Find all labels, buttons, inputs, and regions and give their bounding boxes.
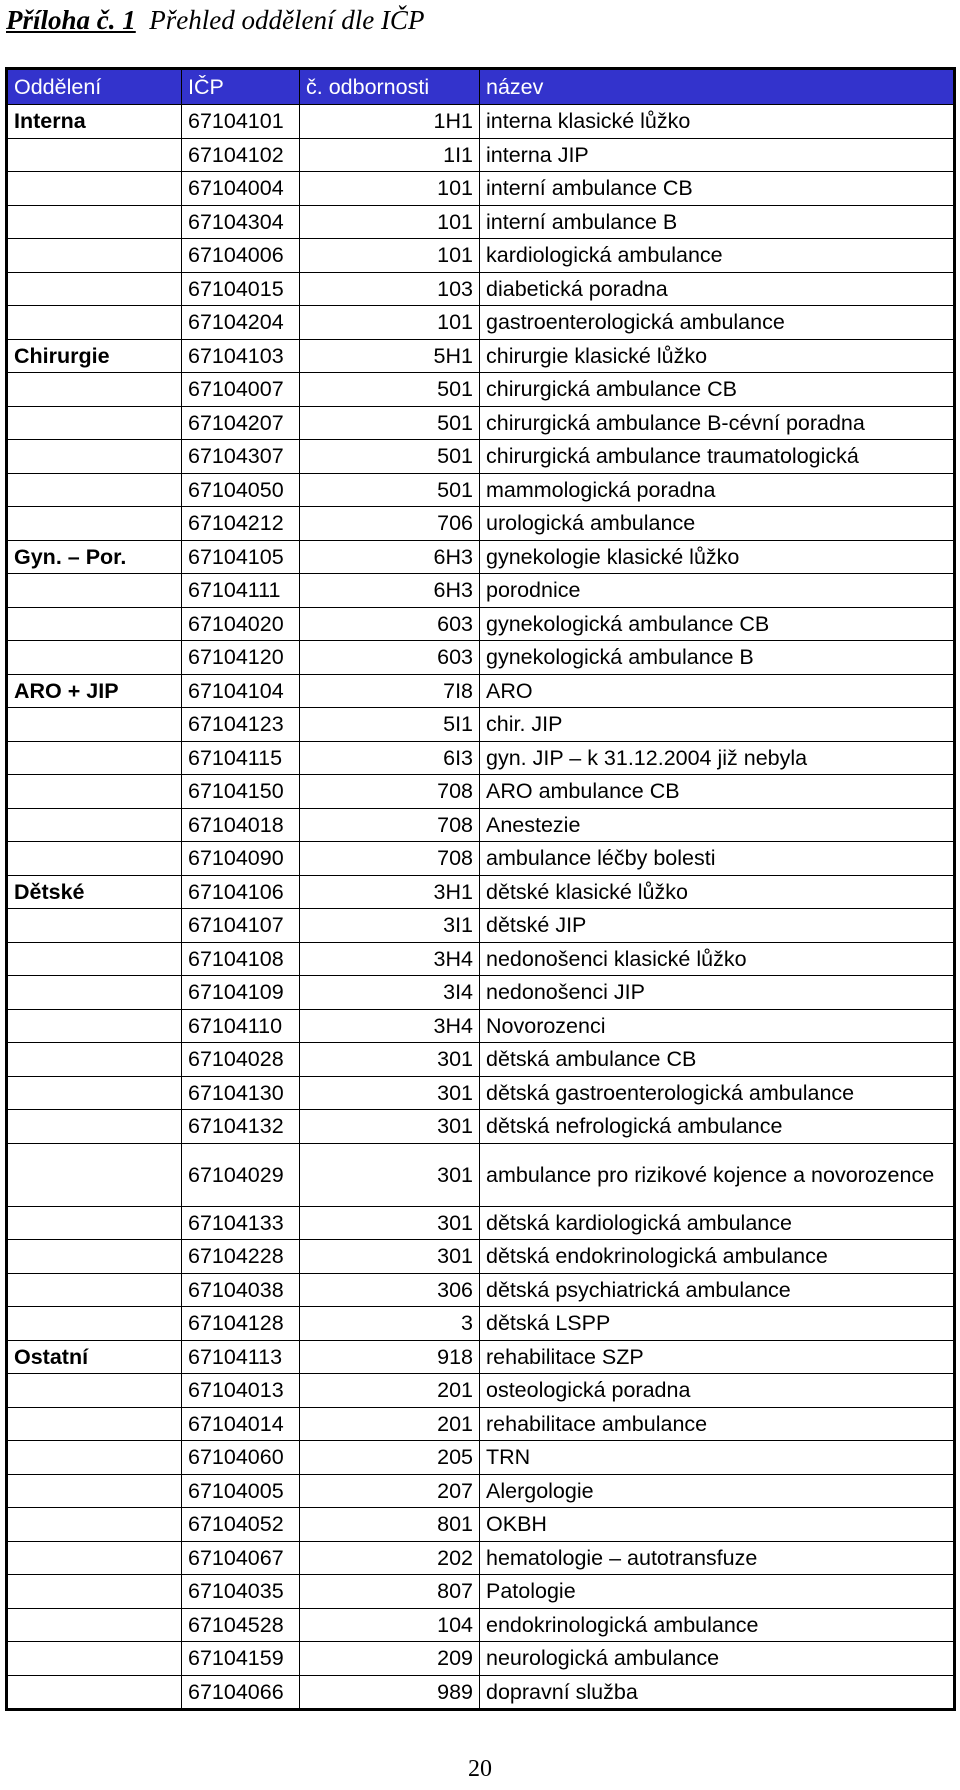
cell-department [7, 1110, 182, 1144]
cell-icp: 67104113 [182, 1340, 300, 1374]
cell-icp: 67104130 [182, 1076, 300, 1110]
cell-department [7, 1508, 182, 1542]
cell-department: ARO + JIP [7, 674, 182, 708]
cell-department [7, 1407, 182, 1441]
cell-icp: 67104108 [182, 942, 300, 976]
cell-name: chirurgická ambulance B-cévní poradna [480, 406, 955, 440]
cell-name: chirurgická ambulance traumatologická [480, 440, 955, 474]
cell-department [7, 976, 182, 1010]
cell-specialty-code: 6I3 [300, 741, 480, 775]
cell-icp: 67104123 [182, 708, 300, 742]
table-row [7, 1642, 955, 1676]
cell-icp: 67104120 [182, 641, 300, 675]
cell-department [7, 473, 182, 507]
cell-name: Novorozenci [480, 1009, 955, 1043]
cell-icp: 67104004 [182, 172, 300, 206]
cell-department [7, 808, 182, 842]
appendix-label: Příloha č. 1 [6, 5, 136, 35]
table-row [7, 440, 955, 474]
cell-name: ARO [480, 674, 955, 708]
cell-icp: 67104159 [182, 1642, 300, 1676]
table-row [7, 641, 955, 675]
cell-name: dětská psychiatrická ambulance [480, 1273, 955, 1307]
cell-department: Ostatní [7, 1340, 182, 1374]
cell-specialty-code: 207 [300, 1474, 480, 1508]
cell-specialty-code: 3I4 [300, 976, 480, 1010]
cell-name: chir. JIP [480, 708, 955, 742]
cell-specialty-code: 7I8 [300, 674, 480, 708]
table-row [7, 1043, 955, 1077]
table-row [7, 1206, 955, 1240]
cell-specialty-code: 301 [300, 1240, 480, 1274]
table-row [7, 1110, 955, 1144]
cell-department [7, 373, 182, 407]
cell-specialty-code: 708 [300, 842, 480, 876]
table-row [7, 909, 955, 943]
cell-icp: 67104102 [182, 138, 300, 172]
cell-department [7, 507, 182, 541]
table-row [7, 105, 955, 139]
cell-department [7, 1642, 182, 1676]
cell-icp: 67104109 [182, 976, 300, 1010]
cell-name: ambulance pro rizikové kojence a novorozence [480, 1143, 955, 1206]
cell-department [7, 842, 182, 876]
table-row [7, 272, 955, 306]
cell-specialty-code: 3H4 [300, 942, 480, 976]
cell-name: gynekologie klasické lůžko [480, 540, 955, 574]
cell-specialty-code: 3I1 [300, 909, 480, 943]
cell-icp: 67104212 [182, 507, 300, 541]
cell-department [7, 272, 182, 306]
cell-specialty-code: 1H1 [300, 105, 480, 139]
table-row [7, 1273, 955, 1307]
cell-name: gynekologická ambulance CB [480, 607, 955, 641]
cell-name: gastroenterologická ambulance [480, 306, 955, 340]
table-body [7, 105, 955, 1710]
cell-specialty-code: 201 [300, 1407, 480, 1441]
cell-specialty-code: 501 [300, 440, 480, 474]
cell-department [7, 1076, 182, 1110]
cell-name: interna klasické lůžko [480, 105, 955, 139]
table-row [7, 1608, 955, 1642]
cell-specialty-code: 306 [300, 1273, 480, 1307]
cell-name: gynekologická ambulance B [480, 641, 955, 675]
cell-name: neurologická ambulance [480, 1642, 955, 1676]
departments-table [5, 67, 956, 1711]
cell-icp: 67104204 [182, 306, 300, 340]
cell-department [7, 239, 182, 273]
cell-specialty-code: 807 [300, 1575, 480, 1609]
cell-name: dětská ambulance CB [480, 1043, 955, 1077]
cell-specialty-code: 201 [300, 1374, 480, 1408]
cell-name: nedonošenci klasické lůžko [480, 942, 955, 976]
cell-icp: 67104133 [182, 1206, 300, 1240]
cell-name: nedonošenci JIP [480, 976, 955, 1010]
cell-specialty-code: 205 [300, 1441, 480, 1475]
cell-specialty-code: 708 [300, 775, 480, 809]
cell-specialty-code: 3 [300, 1307, 480, 1341]
cell-icp: 67104304 [182, 205, 300, 239]
cell-icp: 67104150 [182, 775, 300, 809]
cell-icp: 67104111 [182, 574, 300, 608]
cell-specialty-code: 101 [300, 172, 480, 206]
cell-specialty-code: 1I1 [300, 138, 480, 172]
table-row [7, 172, 955, 206]
table-row [7, 1307, 955, 1341]
cell-department [7, 909, 182, 943]
cell-name: chirurgická ambulance CB [480, 373, 955, 407]
table-row [7, 1009, 955, 1043]
cell-department [7, 1143, 182, 1206]
table-row [7, 239, 955, 273]
cell-name: ARO ambulance CB [480, 775, 955, 809]
document-heading [6, 2, 424, 38]
cell-icp: 67104106 [182, 875, 300, 909]
cell-department [7, 440, 182, 474]
cell-department [7, 1675, 182, 1710]
cell-department [7, 1240, 182, 1274]
cell-name: dětská nefrologická ambulance [480, 1110, 955, 1144]
cell-name: mammologická poradna [480, 473, 955, 507]
cell-specialty-code: 706 [300, 507, 480, 541]
cell-specialty-code: 3H1 [300, 875, 480, 909]
table-row [7, 842, 955, 876]
cell-department [7, 205, 182, 239]
cell-icp: 67104132 [182, 1110, 300, 1144]
cell-specialty-code: 301 [300, 1206, 480, 1240]
cell-specialty-code: 501 [300, 406, 480, 440]
cell-name: ambulance léčby bolesti [480, 842, 955, 876]
cell-specialty-code: 103 [300, 272, 480, 306]
cell-department [7, 708, 182, 742]
cell-specialty-code: 708 [300, 808, 480, 842]
cell-icp: 67104066 [182, 1675, 300, 1710]
cell-name: dětská endokrinologická ambulance [480, 1240, 955, 1274]
table-row [7, 1508, 955, 1542]
table-row [7, 741, 955, 775]
cell-icp: 67104528 [182, 1608, 300, 1642]
table-row [7, 976, 955, 1010]
cell-specialty-code: 301 [300, 1076, 480, 1110]
cell-name: Patologie [480, 1575, 955, 1609]
appendix-title: Přehled oddělení dle IČP [149, 5, 425, 35]
cell-icp: 67104005 [182, 1474, 300, 1508]
cell-icp: 67104015 [182, 272, 300, 306]
cell-name: osteologická poradna [480, 1374, 955, 1408]
cell-icp: 67104228 [182, 1240, 300, 1274]
header-icp: IČP [182, 69, 300, 105]
cell-department [7, 1206, 182, 1240]
cell-icp: 67104128 [182, 1307, 300, 1341]
cell-name: TRN [480, 1441, 955, 1475]
table-row [7, 1076, 955, 1110]
cell-name: dětská gastroenterologická ambulance [480, 1076, 955, 1110]
cell-department: Chirurgie [7, 339, 182, 373]
cell-name: urologická ambulance [480, 507, 955, 541]
cell-specialty-code: 301 [300, 1143, 480, 1206]
cell-specialty-code: 101 [300, 306, 480, 340]
cell-name: dopravní služba [480, 1675, 955, 1710]
table-row [7, 1541, 955, 1575]
cell-specialty-code: 104 [300, 1608, 480, 1642]
cell-icp: 67104018 [182, 808, 300, 842]
table-row [7, 1143, 955, 1206]
cell-icp: 67104107 [182, 909, 300, 943]
table-row [7, 205, 955, 239]
cell-icp: 67104307 [182, 440, 300, 474]
table-row [7, 1441, 955, 1475]
table-row [7, 607, 955, 641]
table-row [7, 875, 955, 909]
cell-department: Gyn. – Por. [7, 540, 182, 574]
cell-department [7, 406, 182, 440]
cell-specialty-code: 918 [300, 1340, 480, 1374]
table-row [7, 1575, 955, 1609]
cell-name: dětské JIP [480, 909, 955, 943]
cell-department [7, 1273, 182, 1307]
cell-department [7, 574, 182, 608]
cell-specialty-code: 101 [300, 205, 480, 239]
cell-icp: 67104014 [182, 1407, 300, 1441]
cell-department [7, 607, 182, 641]
cell-specialty-code: 801 [300, 1508, 480, 1542]
cell-department [7, 172, 182, 206]
cell-department [7, 741, 182, 775]
cell-icp: 67104038 [182, 1273, 300, 1307]
table-row [7, 306, 955, 340]
cell-name: chirurgie klasické lůžko [480, 339, 955, 373]
cell-name: dětské klasické lůžko [480, 875, 955, 909]
table-row [7, 1407, 955, 1441]
table-row [7, 1340, 955, 1374]
cell-name: rehabilitace ambulance [480, 1407, 955, 1441]
table-row [7, 1374, 955, 1408]
cell-specialty-code: 5H1 [300, 339, 480, 373]
table-row [7, 406, 955, 440]
cell-department [7, 306, 182, 340]
table-row [7, 373, 955, 407]
cell-icp: 67104103 [182, 339, 300, 373]
cell-specialty-code: 5I1 [300, 708, 480, 742]
table-row [7, 808, 955, 842]
cell-icp: 67104050 [182, 473, 300, 507]
cell-department [7, 1441, 182, 1475]
cell-icp: 67104052 [182, 1508, 300, 1542]
cell-specialty-code: 209 [300, 1642, 480, 1676]
cell-icp: 67104006 [182, 239, 300, 273]
cell-name: interna JIP [480, 138, 955, 172]
cell-department: Interna [7, 105, 182, 139]
cell-icp: 67104101 [182, 105, 300, 139]
cell-icp: 67104105 [182, 540, 300, 574]
cell-name: interní ambulance B [480, 205, 955, 239]
cell-name: Alergologie [480, 1474, 955, 1508]
cell-specialty-code: 989 [300, 1675, 480, 1710]
table-row [7, 473, 955, 507]
table-row [7, 674, 955, 708]
cell-department [7, 641, 182, 675]
table-row [7, 138, 955, 172]
cell-department [7, 1474, 182, 1508]
cell-icp: 67104013 [182, 1374, 300, 1408]
cell-name: kardiologická ambulance [480, 239, 955, 273]
table-row [7, 339, 955, 373]
page-number: 20 [468, 1756, 492, 1782]
cell-specialty-code: 301 [300, 1043, 480, 1077]
table-row [7, 942, 955, 976]
cell-name: dětská LSPP [480, 1307, 955, 1341]
cell-name: Anestezie [480, 808, 955, 842]
cell-name: porodnice [480, 574, 955, 608]
header-specialty-code: č. odbornosti [300, 69, 480, 105]
cell-name: endokrinologická ambulance [480, 1608, 955, 1642]
cell-specialty-code: 101 [300, 239, 480, 273]
cell-specialty-code: 501 [300, 373, 480, 407]
cell-icp: 67104029 [182, 1143, 300, 1206]
table-row [7, 1240, 955, 1274]
cell-name: dětská kardiologická ambulance [480, 1206, 955, 1240]
table-row [7, 708, 955, 742]
cell-department [7, 1043, 182, 1077]
cell-icp: 67104115 [182, 741, 300, 775]
header-name: název [480, 69, 955, 105]
table-row [7, 507, 955, 541]
table-row [7, 1675, 955, 1710]
cell-name: diabetická poradna [480, 272, 955, 306]
cell-department [7, 138, 182, 172]
cell-icp: 67104110 [182, 1009, 300, 1043]
table-row [7, 775, 955, 809]
cell-department [7, 1374, 182, 1408]
cell-department [7, 1541, 182, 1575]
cell-department [7, 1307, 182, 1341]
cell-name: gyn. JIP – k 31.12.2004 již nebyla [480, 741, 955, 775]
cell-icp: 67104028 [182, 1043, 300, 1077]
cell-specialty-code: 6H3 [300, 574, 480, 608]
cell-department: Dětské [7, 875, 182, 909]
cell-name: interní ambulance CB [480, 172, 955, 206]
table-row [7, 540, 955, 574]
cell-icp: 67104020 [182, 607, 300, 641]
cell-icp: 67104007 [182, 373, 300, 407]
table-header-row [7, 69, 955, 105]
cell-specialty-code: 6H3 [300, 540, 480, 574]
cell-name: rehabilitace SZP [480, 1340, 955, 1374]
cell-department [7, 775, 182, 809]
cell-icp: 67104207 [182, 406, 300, 440]
cell-department [7, 1009, 182, 1043]
cell-icp: 67104090 [182, 842, 300, 876]
cell-specialty-code: 603 [300, 607, 480, 641]
cell-icp: 67104035 [182, 1575, 300, 1609]
cell-specialty-code: 501 [300, 473, 480, 507]
table-row [7, 574, 955, 608]
cell-department [7, 1575, 182, 1609]
cell-specialty-code: 3H4 [300, 1009, 480, 1043]
cell-department [7, 1608, 182, 1642]
cell-department [7, 942, 182, 976]
cell-specialty-code: 603 [300, 641, 480, 675]
cell-icp: 67104104 [182, 674, 300, 708]
cell-icp: 67104067 [182, 1541, 300, 1575]
cell-name: hematologie – autotransfuze [480, 1541, 955, 1575]
table-row [7, 1474, 955, 1508]
cell-specialty-code: 202 [300, 1541, 480, 1575]
header-department: Oddělení [7, 69, 182, 105]
cell-specialty-code: 301 [300, 1110, 480, 1144]
cell-icp: 67104060 [182, 1441, 300, 1475]
cell-name: OKBH [480, 1508, 955, 1542]
